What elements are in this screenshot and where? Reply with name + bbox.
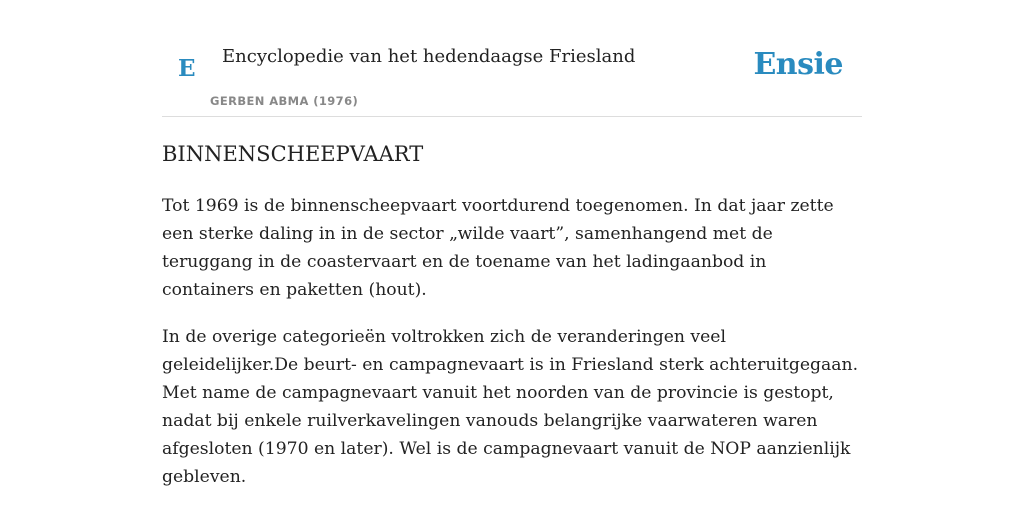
entry-paragraph-2: In de overige categorieën voltrokken zich de veranderingen veel geleidelijker.De beurt- en campagnevaart is in Friesland sterk achteruitgegaan. Met name de campagnevaart vanuit het noorden van de provincie is gestopt, nadat bij enkele ruilverkavelingen vanouds belangrijke vaarwateren waren afgesloten (1970 en later). Wel is de campagnevaart vanuit de NOP aanzienlijk gebleven. (162, 327, 859, 487)
entry-body (162, 192, 862, 510)
book-header (162, 0, 862, 117)
book-title[interactable]: Encyclopedie van het hedendaagse Friesland (222, 46, 636, 67)
page-container (162, 0, 862, 487)
book-letter-icon[interactable]: E (178, 55, 196, 82)
ensie-logo[interactable]: Ensie (753, 47, 843, 82)
entry-title: BINNENSCHEEPVAART (162, 142, 424, 166)
book-author[interactable]: GERBEN ABMA (1976) (210, 94, 359, 108)
entry-paragraph-1: Tot 1969 is de binnenscheepvaart voortdurend toegenomen. In dat jaar zette een sterke daling in in de sector „wilde vaart”, samenhangend met de teruggang in de coastervaart en de toename van het ladingaanbod in containers en paketten (hout). (162, 196, 834, 300)
